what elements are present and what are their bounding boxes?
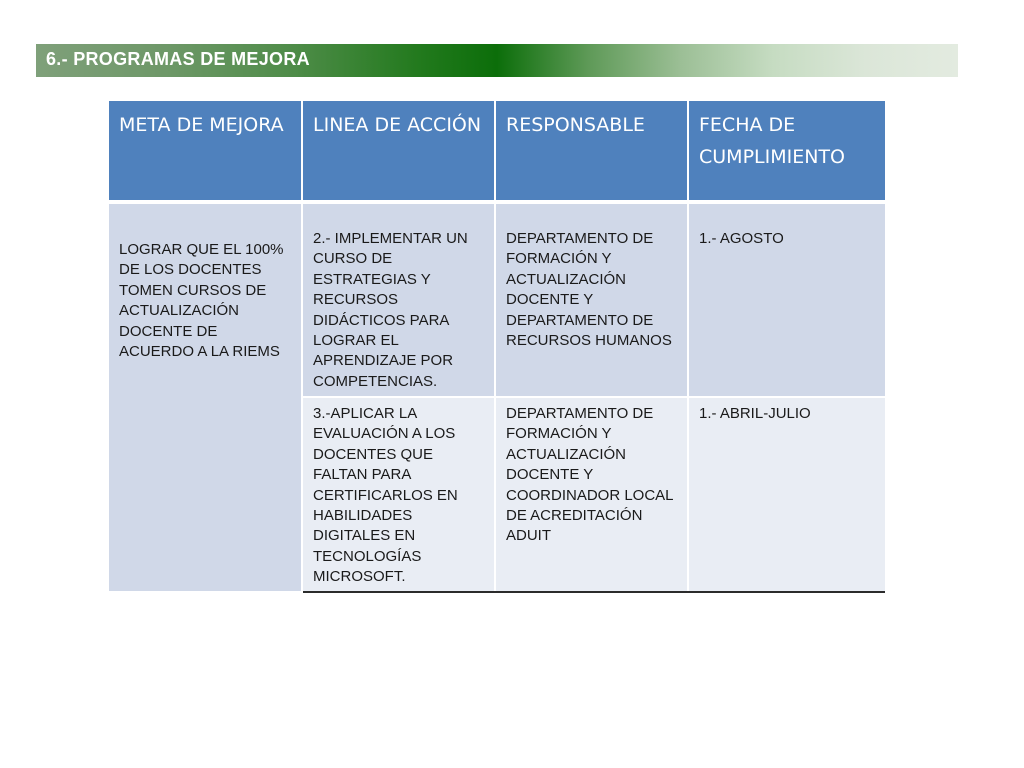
slide-title-bar (36, 44, 958, 77)
fecha-text: 1.- ABRIL-JULIO (699, 405, 811, 422)
header-fecha-de-cumplimiento: FECHA DE CUMPLIMIENTO (688, 101, 885, 202)
table-row (109, 202, 885, 397)
linea-de-accion-text: 3.-APLICAR LA EVALUACIÓN A LOS DOCENTES QUE FALTAN PARA CERTIFICARLOS EN HABILIDADES DIGITALES EN TECNOLOGÍAS MICROSOFT. (313, 405, 458, 586)
table-header-row (109, 101, 885, 202)
fecha-text: 1.- AGOSTO (699, 230, 784, 247)
meta-de-mejora-cell (109, 202, 302, 592)
header-linea-de-accion: LINEA DE ACCIÓN (302, 101, 495, 202)
meta-de-mejora-text: LOGRAR QUE EL 100% DE LOS DOCENTES TOMEN CURSOS DE ACTUALIZACIÓN DOCENTE DE ACUERDO A LA RIEMS (119, 241, 284, 361)
header-responsable: RESPONSABLE (495, 101, 688, 202)
linea-de-accion-cell (302, 202, 495, 397)
fecha-cell (688, 202, 885, 397)
slide-title: 6.- PROGRAMAS DE MEJORA (46, 49, 310, 69)
linea-de-accion-cell (302, 397, 495, 592)
responsable-cell (495, 397, 688, 592)
responsable-text: DEPARTAMENTO DE FORMACIÓN Y ACTUALIZACIÓN DOCENTE Y DEPARTAMENTO DE RECURSOS HUMANOS (506, 230, 672, 350)
linea-de-accion-text: 2.- IMPLEMENTAR UN CURSO DE ESTRATEGIAS Y RECURSOS DIDÁCTICOS PARA LOGRAR EL APRENDIZAJE POR COMPETENCIAS. (313, 230, 468, 390)
responsable-cell (495, 202, 688, 397)
fecha-cell (688, 397, 885, 592)
responsable-text: DEPARTAMENTO DE FORMACIÓN Y ACTUALIZACIÓN DOCENTE Y COORDINADOR LOCAL DE ACREDITACIÓN ADUIT (506, 405, 673, 545)
improvement-plan-table (109, 101, 885, 593)
header-meta-de-mejora: META DE MEJORA (109, 101, 302, 202)
